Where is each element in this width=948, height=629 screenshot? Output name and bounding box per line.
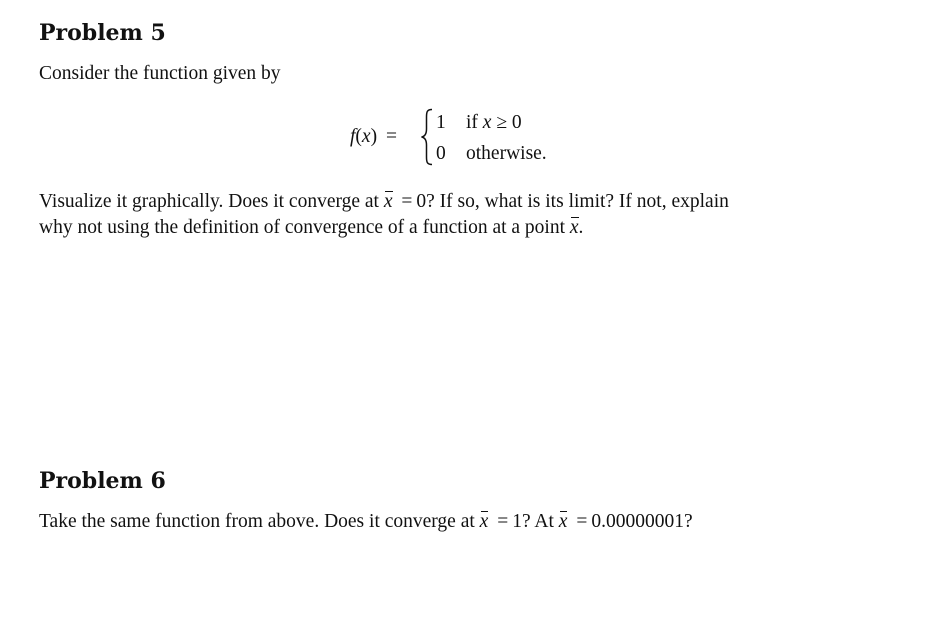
- case-2: [436, 141, 547, 167]
- xbar-symbol: x: [384, 189, 393, 215]
- piecewise-function: [350, 108, 610, 168]
- equals-sign: =: [497, 511, 509, 532]
- problem-5-question-line-1: [39, 189, 729, 215]
- case-1: [436, 110, 522, 136]
- problem-5-intro: Consider the function given by: [39, 63, 281, 84]
- question-text-c: why not using the definition of convergence of a function at a point: [39, 217, 566, 238]
- case-2-value: 0: [436, 143, 446, 164]
- problem-6-text-b: 1? At: [512, 511, 554, 532]
- question-text-b: 0? If so, what is its limit? If not, explain: [416, 191, 729, 212]
- case-1-relation: ≥: [496, 112, 508, 133]
- problem-6-text-a: Take the same function from above. Does it converge at: [39, 511, 475, 532]
- function-lhs: f(x) =: [350, 124, 401, 150]
- xbar-symbol: x: [559, 509, 568, 535]
- question-text-a: Visualize it graphically. Does it converge at: [39, 191, 379, 212]
- problem-5-question-line-2: [39, 215, 583, 241]
- xbar-symbol: x: [480, 509, 489, 535]
- xbar-symbol: x: [570, 215, 579, 241]
- case-1-value: 1: [436, 112, 446, 133]
- problem-5-title: Problem 5: [39, 20, 166, 46]
- function-variable: x: [361, 126, 371, 147]
- question-period: .: [578, 217, 584, 238]
- case-2-condition: otherwise.: [466, 143, 547, 164]
- problem-6-text-c: 0.00000001?: [591, 511, 693, 532]
- equals-sign: =: [576, 511, 588, 532]
- curly-brace-icon: [420, 108, 434, 166]
- case-1-if: if: [466, 112, 478, 133]
- function-equals: =: [385, 126, 397, 147]
- function-name: f: [350, 126, 356, 147]
- equals-sign: =: [401, 191, 413, 212]
- problem-6-title: Problem 6: [39, 468, 166, 494]
- problem-6-text: [39, 509, 693, 535]
- case-1-number: 0: [511, 112, 522, 133]
- case-1-variable: x: [482, 112, 492, 133]
